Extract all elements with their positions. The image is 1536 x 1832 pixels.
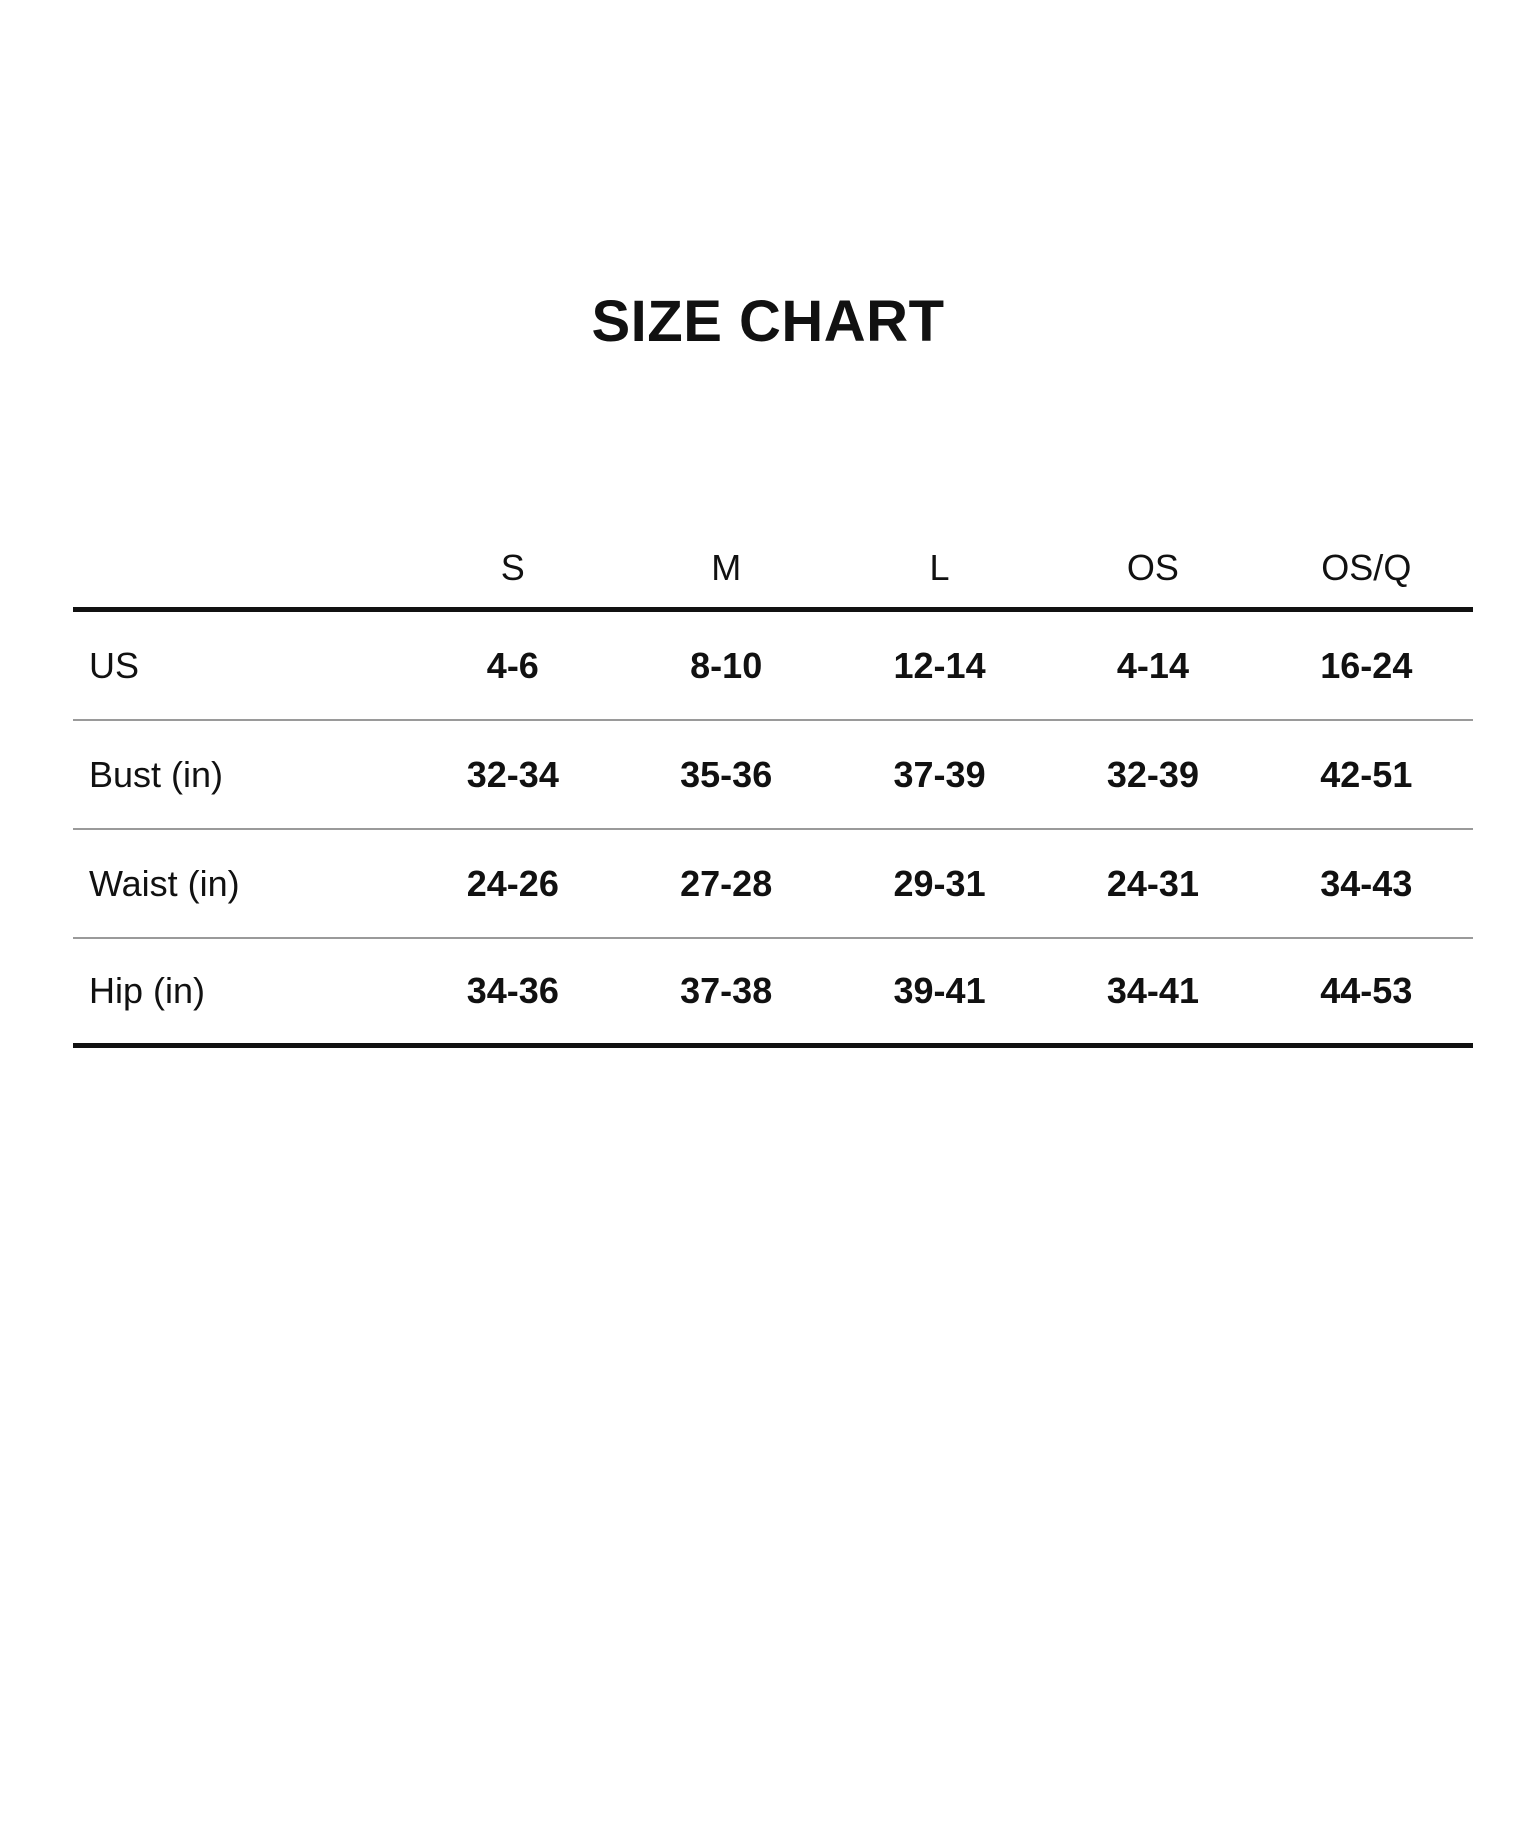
table-cell: 34-41: [1106, 970, 1199, 1011]
column-header-os: OS: [1126, 546, 1179, 588]
column-header-m: M: [711, 546, 742, 588]
table-cell: 12-14: [893, 644, 986, 686]
size-chart-table: [73, 528, 1473, 1048]
table-header-row: [73, 528, 1473, 612]
table-cell: 4-6: [486, 644, 539, 686]
table-cell: 32-39: [1106, 753, 1199, 795]
table-cell: 39-41: [893, 970, 986, 1011]
table-cell: 44-53: [1320, 970, 1413, 1011]
table-cell: 42-51: [1320, 753, 1413, 795]
table-row-bust: [73, 721, 1473, 830]
table-cell: 29-31: [893, 862, 986, 904]
table-cell: 37-38: [680, 970, 773, 1011]
column-header-l: L: [929, 546, 950, 588]
table-row-us: [73, 612, 1473, 721]
row-label: Waist (in): [89, 862, 240, 904]
table-cell: 37-39: [893, 753, 986, 795]
table-cell: 16-24: [1320, 644, 1413, 686]
table-cell: 35-36: [680, 753, 773, 795]
table-cell: 24-31: [1106, 862, 1199, 904]
table-cell: 34-43: [1320, 862, 1413, 904]
page-title: SIZE CHART: [591, 289, 945, 354]
table-cell: 27-28: [680, 862, 773, 904]
table-row-hip: [73, 939, 1473, 1048]
table-cell: 8-10: [690, 644, 763, 686]
row-label: US: [89, 644, 140, 686]
column-header-osq: OS/Q: [1321, 546, 1412, 588]
table-cell: 32-34: [466, 753, 559, 795]
column-header-s: S: [500, 546, 525, 588]
table-cell: 24-26: [466, 862, 559, 904]
row-label: Hip (in): [89, 970, 206, 1011]
table-cell: 34-36: [466, 970, 559, 1011]
table-cell: 4-14: [1116, 644, 1189, 686]
row-label: Bust (in): [89, 753, 224, 795]
table-row-waist: [73, 830, 1473, 939]
